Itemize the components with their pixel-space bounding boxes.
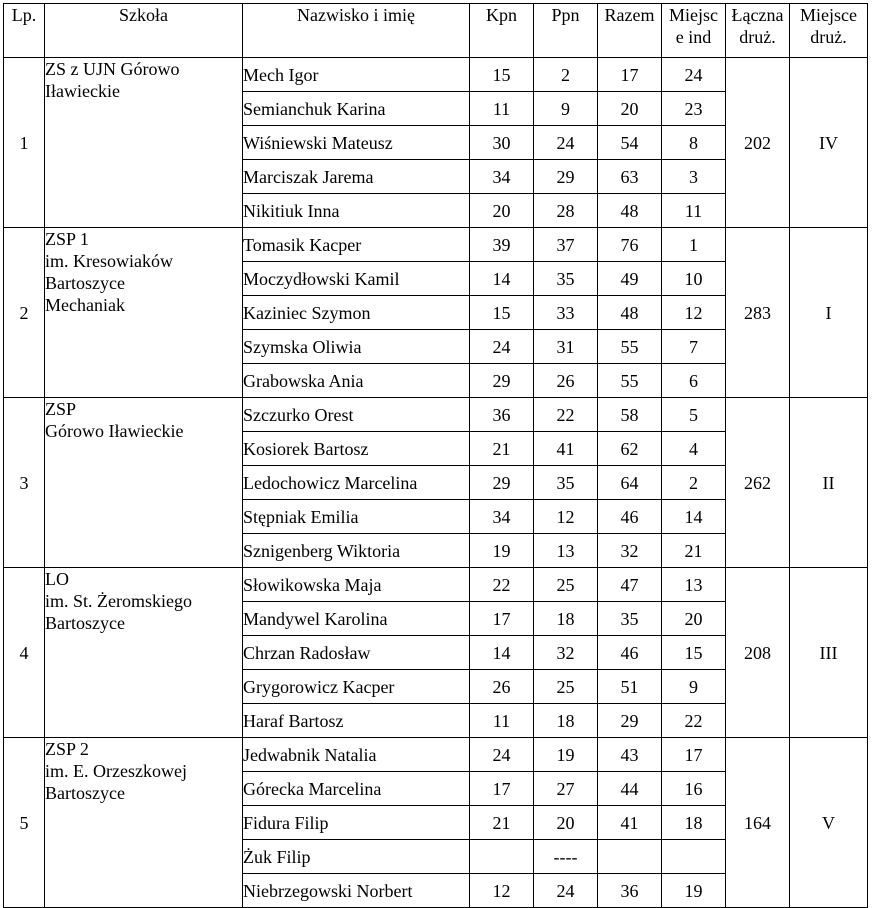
- student-razem: 48: [598, 194, 662, 228]
- student-place: 5: [662, 398, 726, 432]
- group-lp: 3: [4, 398, 45, 568]
- student-name: Mandywel Karolina: [243, 602, 470, 636]
- group-school: [45, 58, 243, 228]
- student-place: 20: [662, 602, 726, 636]
- group-team-place: IV: [790, 58, 868, 228]
- student-razem: 49: [598, 262, 662, 296]
- group-team-total: 262: [726, 398, 790, 568]
- student-place: 10: [662, 262, 726, 296]
- header-team-total-line2: druż.: [739, 27, 776, 47]
- student-kpn: 22: [470, 568, 534, 602]
- student-ppn: 25: [534, 670, 598, 704]
- header-team-place: [790, 4, 868, 58]
- student-razem: 76: [598, 228, 662, 262]
- header-kpn: Kpn: [470, 4, 534, 58]
- student-ppn: 9: [534, 92, 598, 126]
- student-name: Szczurko Orest: [243, 398, 470, 432]
- student-ppn: 33: [534, 296, 598, 330]
- header-place-ind-line2: e ind: [675, 27, 712, 47]
- student-ppn: 12: [534, 500, 598, 534]
- student-name: Słowikowska Maja: [243, 568, 470, 602]
- table-row: [4, 568, 868, 602]
- header-razem: [598, 4, 662, 58]
- school-line: im. E. Orzeszkowej: [45, 761, 187, 781]
- student-ppn: 22: [534, 398, 598, 432]
- group-lp: 2: [4, 228, 45, 398]
- student-razem: 17: [598, 58, 662, 92]
- group-lp: 5: [4, 738, 45, 908]
- student-ppn: 18: [534, 704, 598, 738]
- student-ppn: 24: [534, 126, 598, 160]
- group-team-place: III: [790, 568, 868, 738]
- student-ppn: 13: [534, 534, 598, 568]
- header-razem-text: Razem: [604, 5, 655, 25]
- student-ppn: 31: [534, 330, 598, 364]
- student-razem: 46: [598, 636, 662, 670]
- student-kpn: 29: [470, 364, 534, 398]
- student-kpn: 24: [470, 330, 534, 364]
- student-place: 8: [662, 126, 726, 160]
- group-school: [45, 398, 243, 568]
- student-ppn: 2: [534, 58, 598, 92]
- student-name: Niebrzegowski Norbert: [243, 874, 470, 908]
- student-kpn: 11: [470, 92, 534, 126]
- student-place: 17: [662, 738, 726, 772]
- school-line: im. St. Żeromskiego: [45, 591, 192, 611]
- school-line: Bartoszyce: [45, 273, 125, 293]
- student-place: 22: [662, 704, 726, 738]
- school-line: Iławieckie: [45, 81, 120, 101]
- student-place: 16: [662, 772, 726, 806]
- student-razem: 41: [598, 806, 662, 840]
- student-name: Jedwabnik Natalia: [243, 738, 470, 772]
- student-place: 7: [662, 330, 726, 364]
- student-name: Marciszak Jarema: [243, 160, 470, 194]
- student-name: Stępniak Emilia: [243, 500, 470, 534]
- student-razem: 54: [598, 126, 662, 160]
- student-razem: 29: [598, 704, 662, 738]
- student-place: 3: [662, 160, 726, 194]
- group-school: [45, 228, 243, 398]
- student-name: Żuk Filip: [243, 840, 470, 874]
- school-line: Bartoszyce: [45, 783, 125, 803]
- table-row: [4, 398, 868, 432]
- student-place: 4: [662, 432, 726, 466]
- student-razem: 62: [598, 432, 662, 466]
- student-kpn: 26: [470, 670, 534, 704]
- student-kpn: 17: [470, 772, 534, 806]
- student-kpn: 15: [470, 296, 534, 330]
- student-razem: 43: [598, 738, 662, 772]
- school-line: Bartoszyce: [45, 613, 125, 633]
- student-kpn: 34: [470, 500, 534, 534]
- student-kpn: 29: [470, 466, 534, 500]
- group-team-total: 202: [726, 58, 790, 228]
- student-kpn: 11: [470, 704, 534, 738]
- student-razem: 63: [598, 160, 662, 194]
- group-team-total: 283: [726, 228, 790, 398]
- school-line: ZSP 1: [45, 229, 89, 249]
- student-name: Fidura Filip: [243, 806, 470, 840]
- student-ppn: 26: [534, 364, 598, 398]
- student-place: 13: [662, 568, 726, 602]
- header-team-place-line1: Miejsce: [800, 5, 857, 25]
- student-kpn: 15: [470, 58, 534, 92]
- student-kpn: 36: [470, 398, 534, 432]
- header-team-total-line1: Łączna: [731, 5, 784, 25]
- group-school: [45, 568, 243, 738]
- header-row: [4, 4, 868, 58]
- student-name: Haraf Bartosz: [243, 704, 470, 738]
- school-line: LO: [45, 569, 69, 589]
- student-razem: 51: [598, 670, 662, 704]
- student-name: Ledochowicz Marcelina: [243, 466, 470, 500]
- student-name: Szymska Oliwia: [243, 330, 470, 364]
- student-name: Moczydłowski Kamil: [243, 262, 470, 296]
- school-line: ZS z UJN Górowo: [45, 59, 180, 79]
- student-place: 21: [662, 534, 726, 568]
- student-ppn: 35: [534, 262, 598, 296]
- student-place: 19: [662, 874, 726, 908]
- group-lp: 4: [4, 568, 45, 738]
- school-line: Mechaniak: [45, 295, 125, 315]
- student-razem: [598, 840, 662, 874]
- student-place: 6: [662, 364, 726, 398]
- student-kpn: 24: [470, 738, 534, 772]
- student-name: Górecka Marcelina: [243, 772, 470, 806]
- student-place: [662, 840, 726, 874]
- student-name: Grabowska Ania: [243, 364, 470, 398]
- header-school: Szkoła: [45, 4, 243, 58]
- student-razem: 64: [598, 466, 662, 500]
- student-razem: 20: [598, 92, 662, 126]
- student-ppn: 18: [534, 602, 598, 636]
- results-table: [3, 3, 868, 908]
- student-place: 14: [662, 500, 726, 534]
- student-place: 23: [662, 92, 726, 126]
- student-name: Nikitiuk Inna: [243, 194, 470, 228]
- student-kpn: 39: [470, 228, 534, 262]
- student-name: Grygorowicz Kacper: [243, 670, 470, 704]
- student-razem: 55: [598, 330, 662, 364]
- student-place: 15: [662, 636, 726, 670]
- group-team-place: V: [790, 738, 868, 908]
- school-line: ZSP 2: [45, 739, 89, 759]
- group-school: [45, 738, 243, 908]
- group-team-total: 208: [726, 568, 790, 738]
- table-row: [4, 228, 868, 262]
- student-ppn: 28: [534, 194, 598, 228]
- student-kpn: 17: [470, 602, 534, 636]
- student-place: 24: [662, 58, 726, 92]
- group-team-place: I: [790, 228, 868, 398]
- student-ppn: 35: [534, 466, 598, 500]
- student-name: Kaziniec Szymon: [243, 296, 470, 330]
- student-razem: 48: [598, 296, 662, 330]
- student-razem: 47: [598, 568, 662, 602]
- student-kpn: 21: [470, 432, 534, 466]
- student-ppn: 27: [534, 772, 598, 806]
- student-ppn: 20: [534, 806, 598, 840]
- header-team-place-line2: druż.: [810, 27, 847, 47]
- student-place: 18: [662, 806, 726, 840]
- student-kpn: 21: [470, 806, 534, 840]
- student-name: Semianchuk Karina: [243, 92, 470, 126]
- table-row: [4, 738, 868, 772]
- student-razem: 36: [598, 874, 662, 908]
- group-lp: 1: [4, 58, 45, 228]
- student-kpn: 30: [470, 126, 534, 160]
- school-line: im. Kresowiaków: [45, 251, 173, 271]
- student-kpn: 12: [470, 874, 534, 908]
- student-ppn: 24: [534, 874, 598, 908]
- table-row: [4, 58, 868, 92]
- student-ppn: 19: [534, 738, 598, 772]
- student-name: Mech Igor: [243, 58, 470, 92]
- student-name: Sznigenberg Wiktoria: [243, 534, 470, 568]
- student-ppn: 29: [534, 160, 598, 194]
- header-team-total: [726, 4, 790, 58]
- header-ppn: Ppn: [534, 4, 598, 58]
- student-razem: 58: [598, 398, 662, 432]
- student-kpn: 20: [470, 194, 534, 228]
- group-team-place: II: [790, 398, 868, 568]
- student-razem: 46: [598, 500, 662, 534]
- student-ppn: 41: [534, 432, 598, 466]
- group-team-total: 164: [726, 738, 790, 908]
- student-razem: 35: [598, 602, 662, 636]
- student-name: Tomasik Kacper: [243, 228, 470, 262]
- header-name: Nazwisko i imię: [243, 4, 470, 58]
- student-razem: 44: [598, 772, 662, 806]
- school-line: ZSP: [45, 399, 77, 419]
- student-kpn: 14: [470, 636, 534, 670]
- header-place-ind: [662, 4, 726, 58]
- student-place: 11: [662, 194, 726, 228]
- results-body: [4, 58, 868, 908]
- header-lp: Lp.: [4, 4, 45, 58]
- student-name: Kosiorek Bartosz: [243, 432, 470, 466]
- student-razem: 55: [598, 364, 662, 398]
- student-kpn: 14: [470, 262, 534, 296]
- student-ppn: 37: [534, 228, 598, 262]
- student-razem: 32: [598, 534, 662, 568]
- student-name: Wiśniewski Mateusz: [243, 126, 470, 160]
- student-ppn: 32: [534, 636, 598, 670]
- student-place: 12: [662, 296, 726, 330]
- student-kpn: 34: [470, 160, 534, 194]
- student-place: 2: [662, 466, 726, 500]
- student-ppn: 25: [534, 568, 598, 602]
- school-line: Górowo Iławieckie: [45, 421, 184, 441]
- student-ppn: ----: [534, 840, 598, 874]
- student-kpn: [470, 840, 534, 874]
- header-place-ind-line1: Miejsc: [669, 5, 718, 25]
- student-place: 9: [662, 670, 726, 704]
- student-name: Chrzan Radosław: [243, 636, 470, 670]
- student-kpn: 19: [470, 534, 534, 568]
- student-place: 1: [662, 228, 726, 262]
